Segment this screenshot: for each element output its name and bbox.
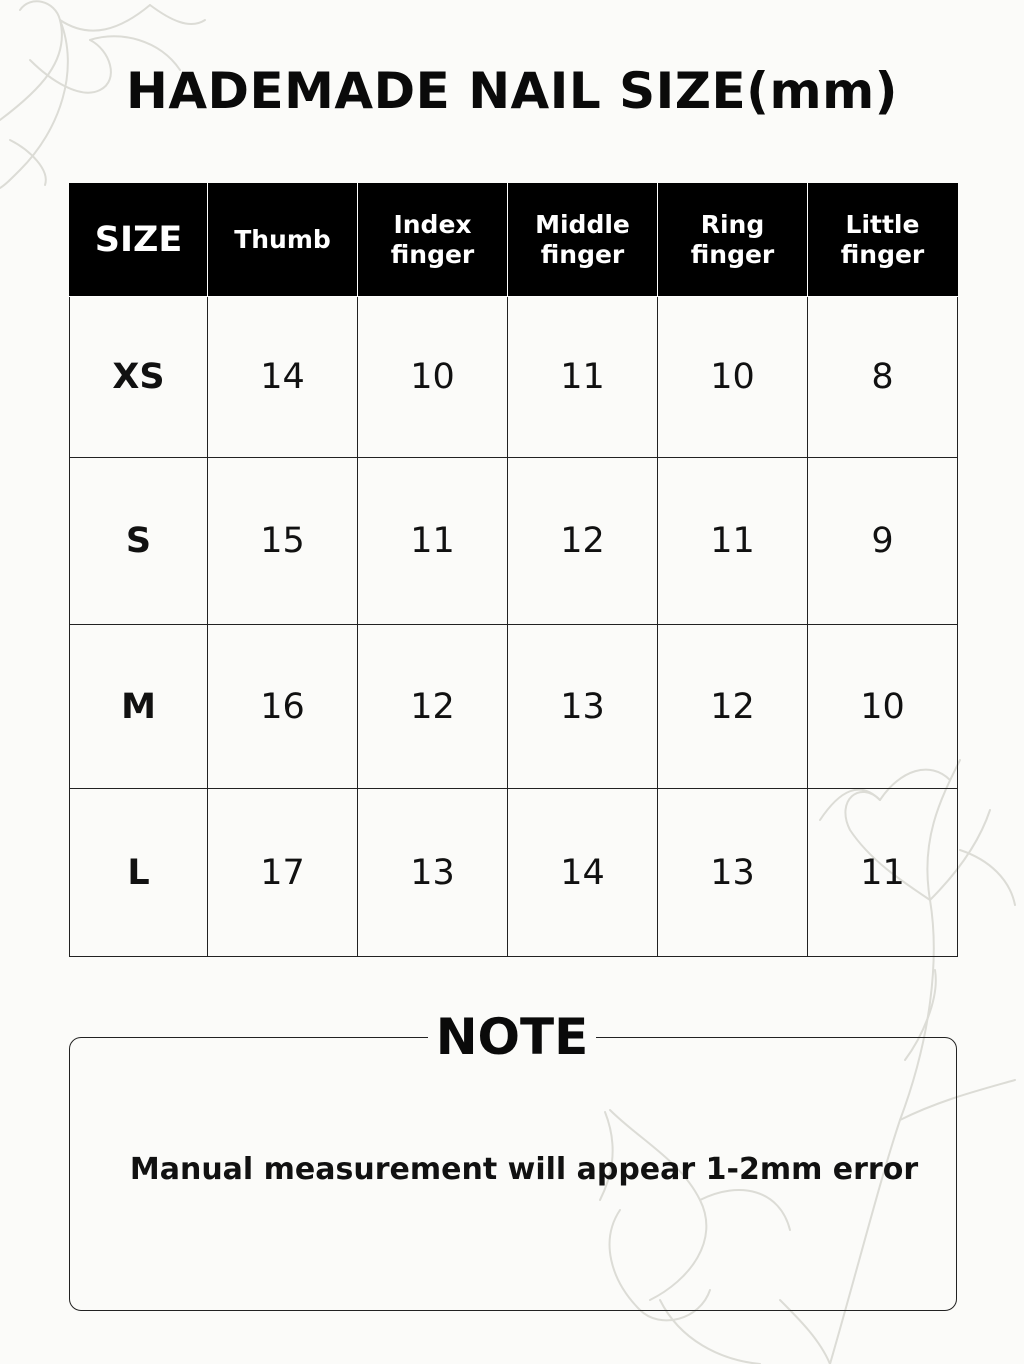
size-cell: XS (70, 297, 208, 458)
thumb-cell: 14 (208, 297, 358, 458)
little-cell: 11 (808, 789, 958, 957)
middle-cell: 11 (508, 297, 658, 458)
little-cell: 9 (808, 458, 958, 625)
note-text: Manual measurement will appear 1-2mm error (129, 1152, 919, 1187)
little-cell: 8 (808, 297, 958, 458)
index-cell: 12 (358, 625, 508, 789)
size-cell: S (70, 458, 208, 625)
table-row (70, 458, 958, 625)
thumb-cell: 16 (208, 625, 358, 789)
ring-cell: 10 (658, 297, 808, 458)
table-row (70, 625, 958, 789)
ring-cell: 11 (658, 458, 808, 625)
note-title: NOTE (428, 1007, 596, 1067)
header-size: SIZE (70, 184, 208, 297)
header-thumb: Thumb (208, 184, 358, 297)
ring-cell: 12 (658, 625, 808, 789)
little-cell: 10 (808, 625, 958, 789)
header-index-finger: Index finger (358, 184, 508, 297)
table-row (70, 297, 958, 458)
header-middle-finger: Middle finger (508, 184, 658, 297)
index-cell: 13 (358, 789, 508, 957)
thumb-cell: 15 (208, 458, 358, 625)
middle-cell: 14 (508, 789, 658, 957)
nail-size-table (69, 183, 958, 957)
size-cell: M (70, 625, 208, 789)
ring-cell: 13 (658, 789, 808, 957)
table-header-row (70, 184, 958, 297)
header-little-finger: Little finger (808, 184, 958, 297)
thumb-cell: 17 (208, 789, 358, 957)
index-cell: 11 (358, 458, 508, 625)
table-row (70, 789, 958, 957)
middle-cell: 13 (508, 625, 658, 789)
index-cell: 10 (358, 297, 508, 458)
size-cell: L (70, 789, 208, 957)
middle-cell: 12 (508, 458, 658, 625)
header-ring-finger: Ring finger (658, 184, 808, 297)
page-title: HADEMADE NAIL SIZE(mm) (125, 62, 899, 120)
